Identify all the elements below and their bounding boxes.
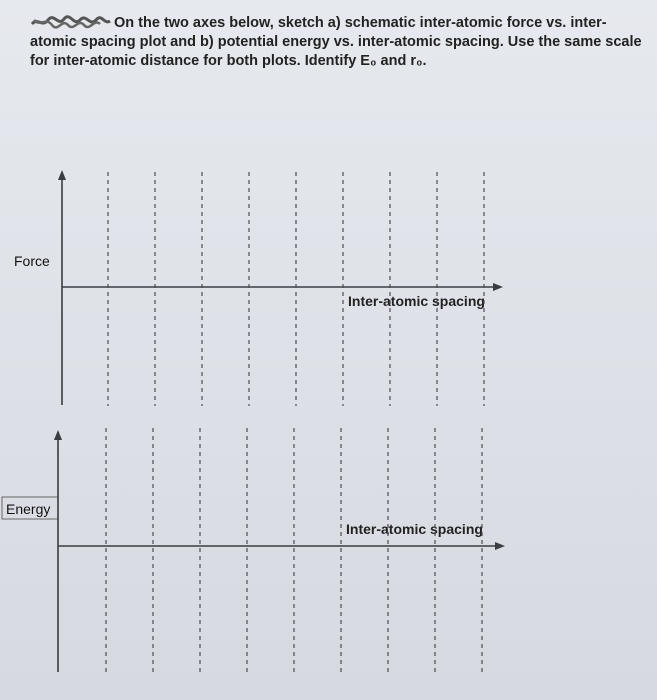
energy-gridlines xyxy=(106,428,482,674)
energy-x-arrow-icon xyxy=(495,542,505,550)
force-gridlines xyxy=(108,172,484,406)
force-x-axis-label: Inter-atomic spacing xyxy=(348,293,485,309)
force-y-arrow-icon xyxy=(58,170,66,180)
energy-label-box xyxy=(2,497,58,519)
energy-y-arrow-icon xyxy=(54,430,62,440)
energy-axis-label: Energy xyxy=(6,501,51,517)
question-body: On the two axes below, sketch a) schematic inter-atomic force vs. inter-atomic spacing plot and b) potential energy vs. inter-atomic spacing. Use the same scale for inter-atomic distance for both plots. Identify E₀ and r₀. xyxy=(30,15,642,69)
energy-x-axis-label: Inter-atomic spacing xyxy=(346,521,483,537)
force-axis-label: Force xyxy=(14,253,50,269)
force-x-arrow-icon xyxy=(493,283,503,291)
